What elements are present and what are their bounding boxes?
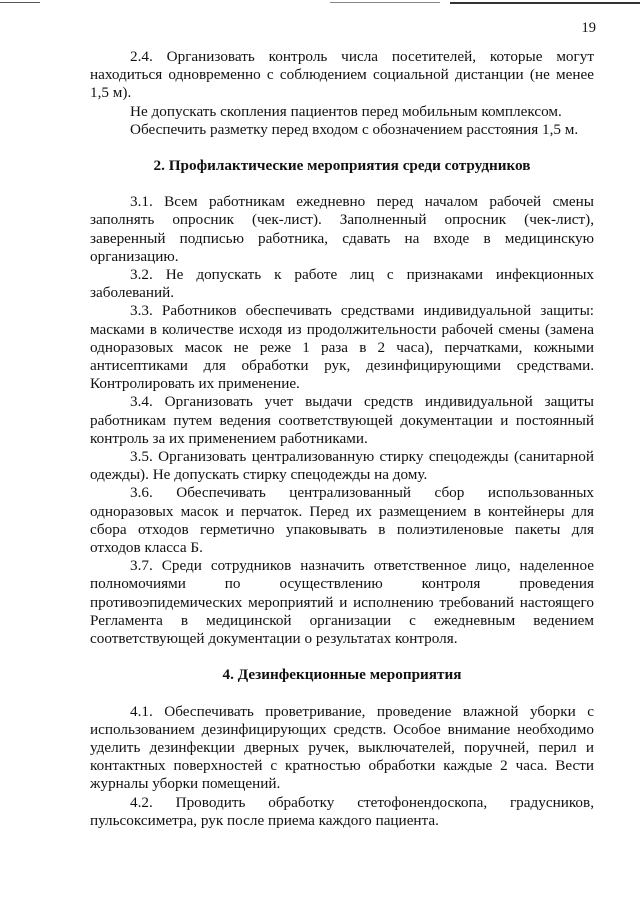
section-heading-staff: 2. Профилактические мероприятия среди сотрудников <box>153 157 531 175</box>
paragraph-2-4: 2.4. Организовать контроль числа посетителей, которые могут находиться одновременно с соблюдением социальной дистанции (не менее 1,5 м). <box>90 48 594 102</box>
section-heading-disinfection: 4. Дезинфекционные мероприятия <box>222 666 462 684</box>
scan-artifact-top-edge <box>0 0 640 8</box>
paragraph-3-2: 3.2. Не допускать к работе лиц с признаками инфекционных заболеваний. <box>90 266 594 302</box>
page-number: 19 <box>581 20 596 36</box>
paragraph-3-7: 3.7. Среди сотрудников назначить ответственное лицо, наделенное полномочиями по осуществлению контроля проведения противоэпидемических мероприятий и исполнению требований настоящего Регламента в медицинской организации с ежедневным ведением соответствующей документации о результатах контроля. <box>90 557 594 648</box>
document-body <box>90 48 594 830</box>
paragraph-4-2: 4.2. Проводить обработку стетофонендоскопа, градусников, пульсоксиметра, рук после приема каждого пациента. <box>90 793 594 829</box>
paragraph-2-4-crowding: Не допускать скопления пациентов перед мобильным комплексом. <box>130 102 562 120</box>
paragraph-3-3: 3.3. Работников обеспечивать средствами индивидуальной защиты: масками в количестве исходя из продолжительности рабочей смены (замена одноразовых масок не реже 1 раза в 2 часа), перчатками, кожными антисептиками для обработки рук, дезинфицирующими средствами. Контролировать их применение. <box>90 302 594 393</box>
paragraph-3-1: 3.1. Всем работникам ежедневно перед началом рабочей смены заполнять опросник (чек-лист). Заполненный опросник (чек-лист), заверенный подписью работника, сдавать на входе в медицинскую организацию. <box>90 193 594 265</box>
paragraph-3-6: 3.6. Обеспечивать централизованный сбор использованных одноразовых масок и перчаток. Перед их размещением в контейнеры для сбора отходов герметично упаковывать в полиэтиленовые пакеты для отходов класса Б. <box>90 484 594 557</box>
paragraph-4-1: 4.1. Обеспечивать проветривание, проведение влажной уборки с использованием дезинфицирующих средств. Особое внимание необходимо уделить дезинфекции дверных ручек, выключателей, поручней, перил и контактных поверхностей с кратностью обработки каждые 2 часа. Вести журналы уборки помещений. <box>90 702 594 793</box>
scan-artifact-segment <box>450 2 640 4</box>
scan-artifact-segment <box>0 2 40 3</box>
scan-artifact-segment <box>330 2 440 3</box>
paragraph-3-4: 3.4. Организовать учет выдачи средств индивидуальной защиты работникам путем ведения соответствующей документации и постоянный контроль за их применением работниками. <box>90 393 594 447</box>
paragraph-3-5: 3.5. Организовать централизованную стирку спецодежды (санитарной одежды). Не допускать стирку спецодежды на дому. <box>90 448 594 484</box>
paragraph-2-4-marking: Обеспечить разметку перед входом с обозначением расстояния 1,5 м. <box>130 120 579 138</box>
